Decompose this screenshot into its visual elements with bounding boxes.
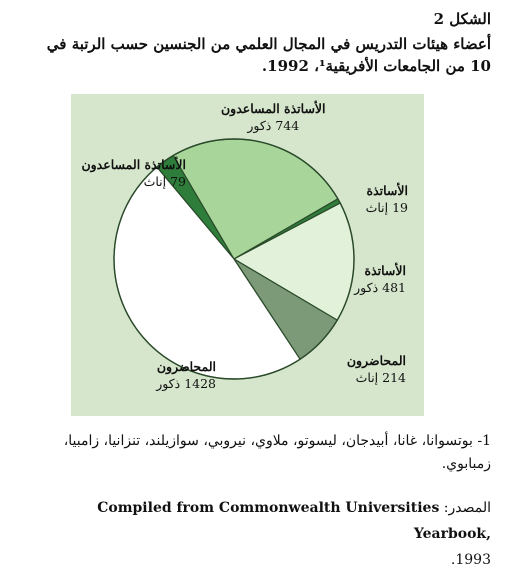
slice-label-professor-male — [354, 262, 406, 296]
slice-label-name: الأساتذة — [366, 183, 408, 198]
slice-label-count: 744 ذكور — [247, 118, 300, 133]
slice-label-count: 214 إناث — [355, 370, 406, 385]
slice-label-count: 1428 ذكور — [156, 376, 216, 391]
slice-label-professor-female — [366, 182, 408, 216]
slice-label-name: المحاضرون — [346, 353, 406, 368]
source-year: 1993. — [450, 552, 491, 568]
slice-label-count: 79 إناث — [143, 174, 186, 189]
slice-label-count: 19 إناث — [365, 200, 408, 215]
slice-label-assistant-female — [81, 156, 186, 190]
figure-label: الشكل 2 — [433, 10, 491, 28]
slice-label-name: الأساتذة — [364, 263, 406, 278]
figure-title: أعضاء هيئات التدريس في المجال العلمي من الجنسين حسب الرتبة في 10 من الجامعات الأفريقية¹، 1992. — [46, 35, 491, 75]
source-text: Compiled from Commonwealth Universities Yearbook, — [97, 500, 491, 542]
slice-label-lecturer-female — [347, 352, 406, 386]
footnote: 1- بوتسوانا، غانا، أبيدجان، ليسوتو، ملاوي، نيروبي، سوازيلند، تنزانيا، زامبيا، زمبابوي. — [63, 433, 491, 472]
chart-panel — [71, 94, 424, 416]
slice-label-name: الأساتذة المساعدون — [81, 157, 186, 172]
source-note — [21, 495, 491, 573]
source-label: المصدر: — [443, 500, 491, 516]
slice-label-name: الأساتذة المساعدون — [221, 101, 326, 116]
slice-label-name: المحاضرون — [156, 359, 216, 374]
slice-label-assistant-male — [221, 100, 326, 134]
slice-label-lecturer-male — [156, 358, 216, 392]
slice-label-count: 481 ذكور — [354, 280, 406, 295]
